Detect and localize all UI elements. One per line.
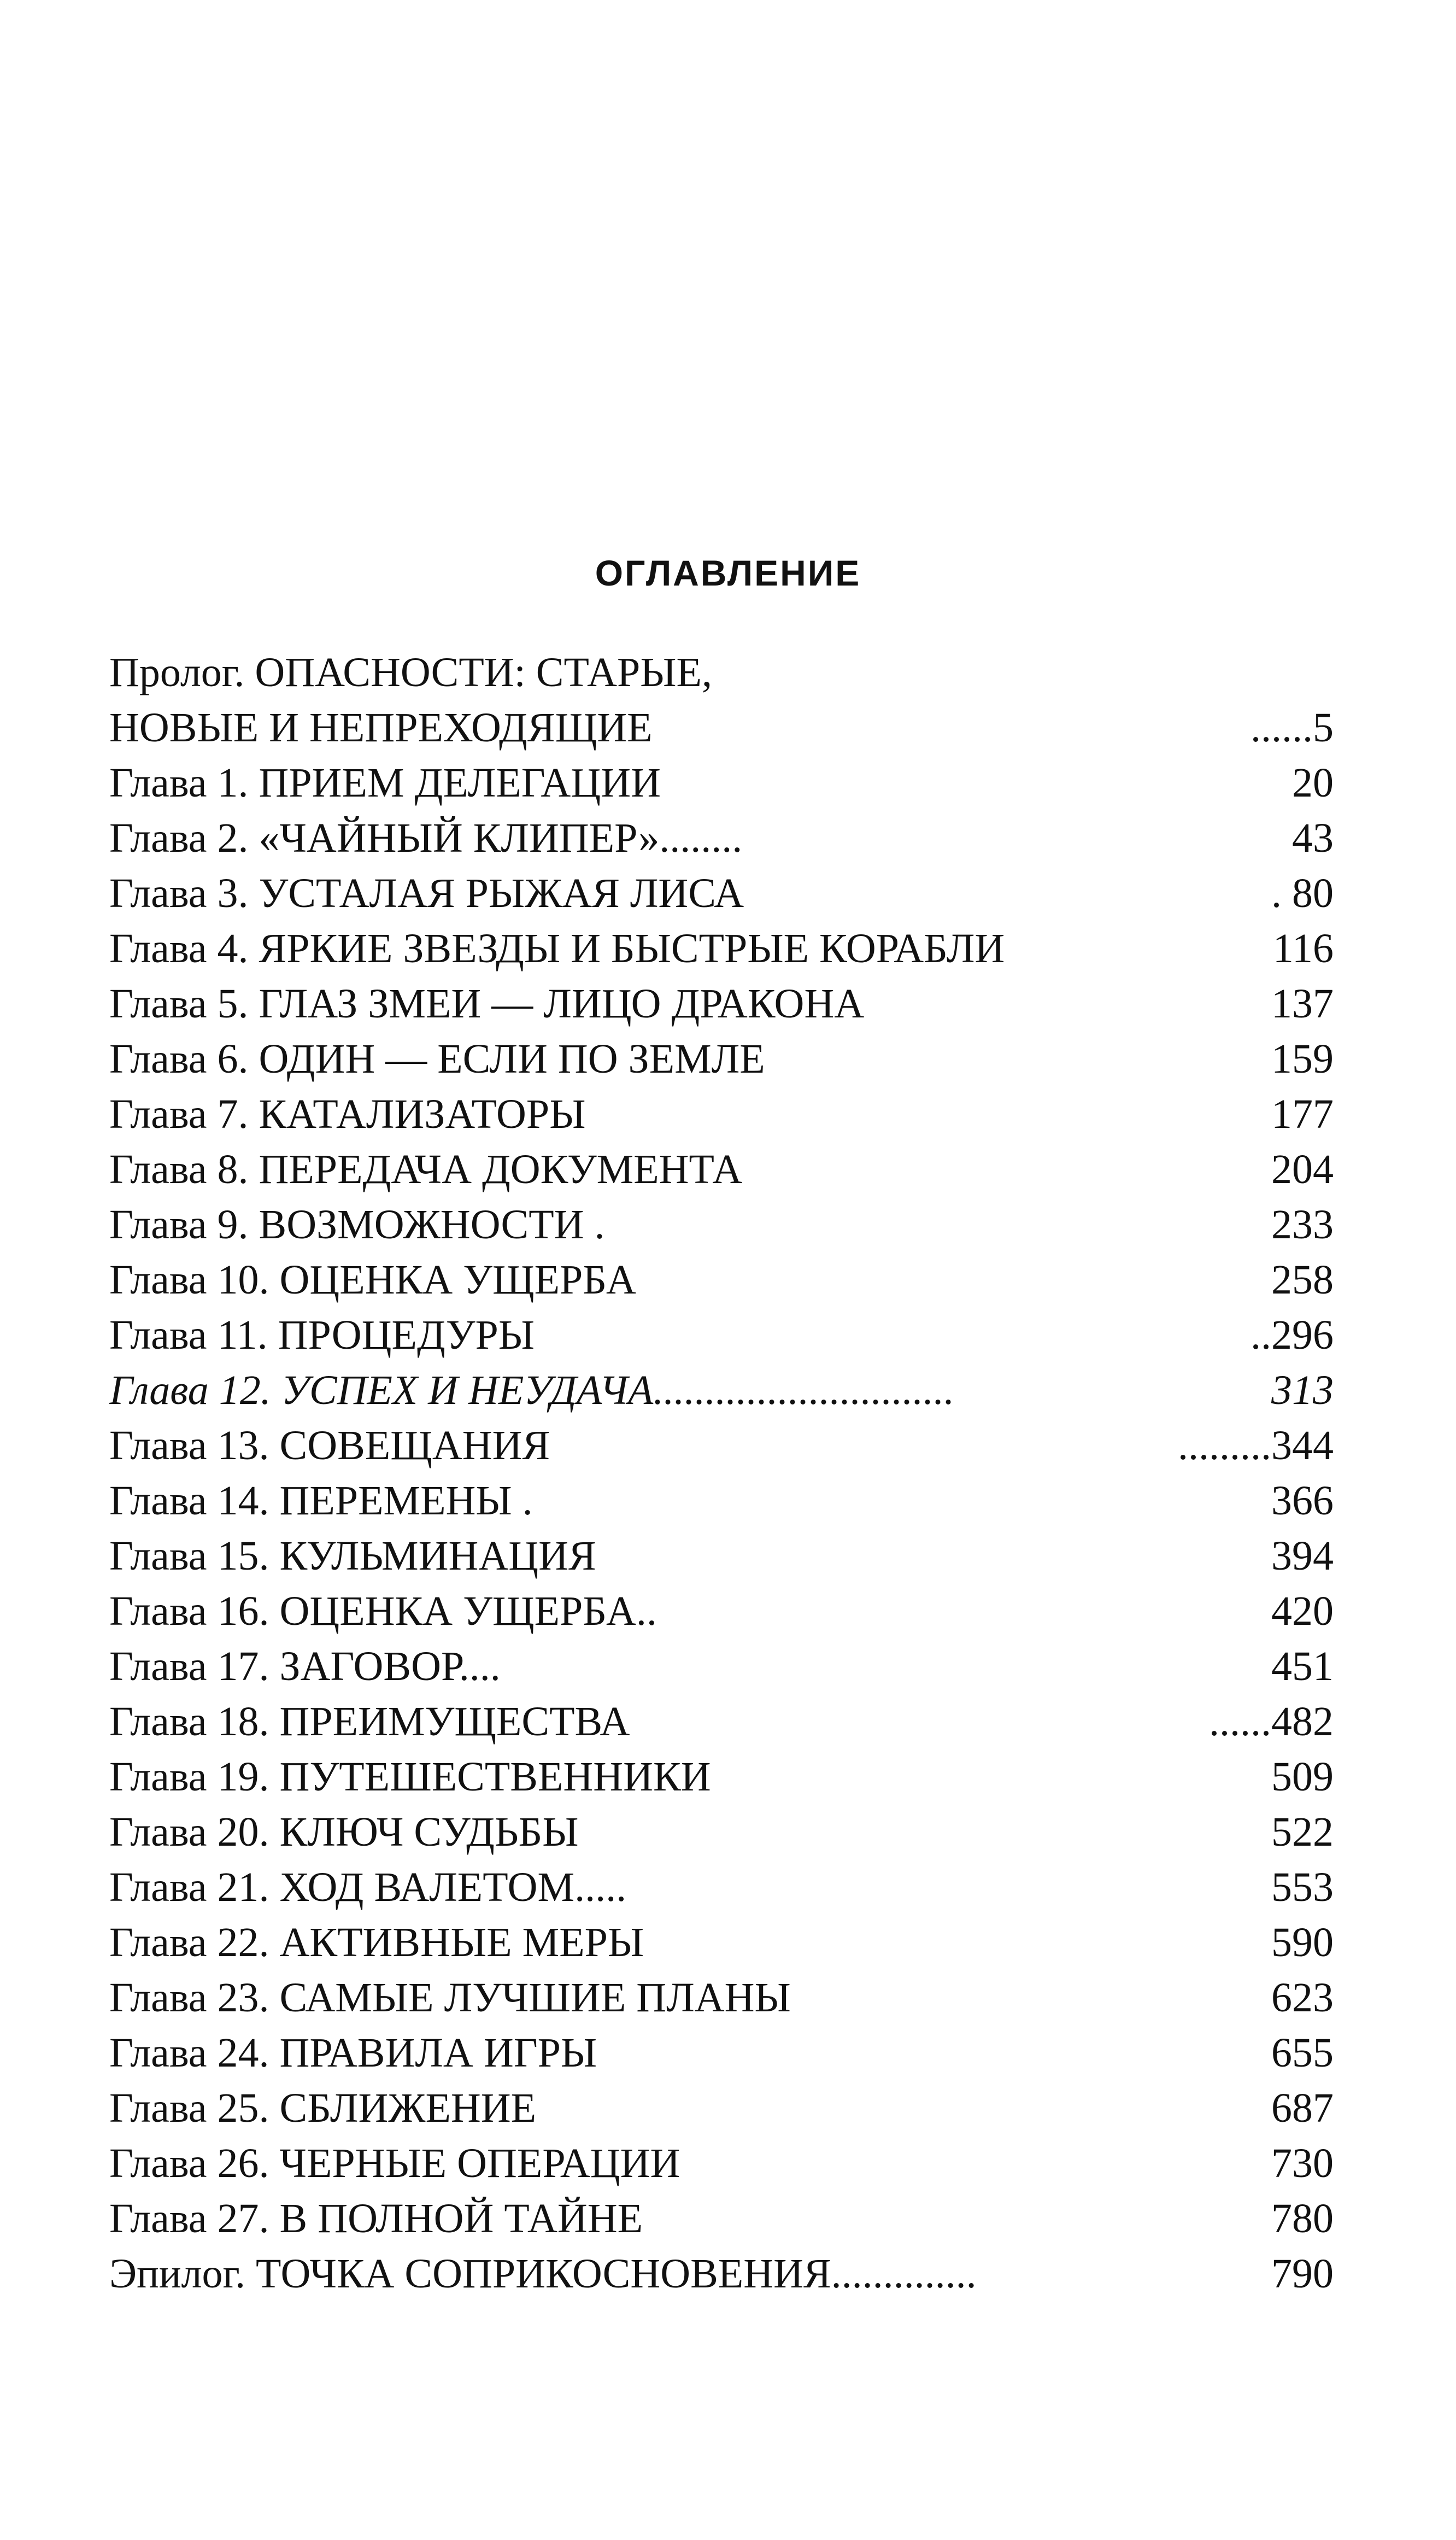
toc-entry-page: 159	[1271, 1036, 1334, 1082]
toc-entry-title: Глава 1. ПРИЕМ ДЕЛЕГАЦИИ	[109, 760, 661, 806]
toc-entry	[109, 811, 1334, 866]
toc-entry-title: Эпилог. ТОЧКА СОПРИКОСНОВЕНИЯ..............	[109, 2251, 977, 2297]
toc-entry	[109, 1860, 1334, 1915]
toc-entry	[109, 921, 1334, 976]
toc-entry-page: 43	[1292, 815, 1334, 861]
toc-entry-page: ......482	[1209, 1699, 1334, 1745]
toc-entry-page: 780	[1271, 2196, 1334, 2241]
toc-entry	[109, 1529, 1334, 1584]
toc-entry-page: 204	[1271, 1146, 1334, 1192]
toc-entry	[109, 1694, 1334, 1749]
toc-entry-page: 655	[1271, 2030, 1334, 2076]
toc-entry-title: Глава 4. ЯРКИЕ ЗВЕЗДЫ И БЫСТРЫЕ КОРАБЛИ	[109, 926, 1005, 971]
toc-entry-title: НОВЫЕ И НЕПРЕХОДЯЩИЕ	[109, 705, 653, 751]
toc-entry	[109, 2026, 1334, 2081]
toc-entry-title: Глава 8. ПЕРЕДАЧА ДОКУМЕНТА	[109, 1146, 743, 1192]
toc-entry-page: 590	[1271, 1919, 1334, 1965]
toc-entry-title: Глава 5. ГЛАЗ ЗМЕИ — ЛИЦО ДРАКОНА	[109, 981, 865, 1027]
page-title: ОГЛАВЛЕНИЕ	[595, 553, 861, 593]
toc-entry	[109, 866, 1334, 921]
toc-entry	[109, 1087, 1334, 1142]
toc-entry-title: Глава 27. В ПОЛНОЙ ТАЙНЕ	[109, 2196, 643, 2241]
toc-entry-page: 313	[1271, 1367, 1334, 1413]
toc-entry-title: Глава 26. ЧЕРНЫЕ ОПЕРАЦИИ	[109, 2140, 680, 2186]
toc-entry	[109, 1308, 1334, 1363]
toc-entry-title: Глава 23. САМЫЕ ЛУЧШИЕ ПЛАНЫ	[109, 1975, 791, 2021]
toc-entry-title: Глава 20. КЛЮЧ СУДЬБЫ	[109, 1809, 579, 1855]
toc-entry-page: 553	[1271, 1864, 1334, 1910]
toc-entry-page: 730	[1271, 2140, 1334, 2186]
toc-entry-page: 116	[1272, 926, 1334, 971]
toc-entry-page: 790	[1271, 2251, 1334, 2297]
toc-entry	[109, 1253, 1334, 1308]
toc-entry-title: Глава 14. ПЕРЕМЕНЫ .	[109, 1478, 533, 1524]
toc-entry	[109, 1970, 1334, 2026]
toc-entry-page: ..296	[1250, 1312, 1334, 1358]
toc-entry-title: Глава 17. ЗАГОВОР....	[109, 1643, 501, 1689]
toc-entry-title: Глава 15. КУЛЬМИНАЦИЯ	[109, 1533, 596, 1579]
toc-entry-title: Глава 16. ОЦЕНКА УЩЕРБА..	[109, 1588, 657, 1634]
toc-entry-page: 420	[1271, 1588, 1334, 1634]
toc-entry-title: Глава 7. КАТАЛИЗАТОРЫ	[109, 1091, 586, 1137]
toc-entry	[109, 756, 1334, 811]
toc-entry-title: Глава 21. ХОД ВАЛЕТОМ.....	[109, 1864, 627, 1910]
toc-entry-page: 451	[1271, 1643, 1334, 1689]
toc-entry	[109, 1915, 1334, 1970]
toc-entry	[109, 1584, 1334, 1639]
toc-entry-title: Глава 3. УСТАЛАЯ РЫЖАЯ ЛИСА	[109, 870, 744, 916]
toc-entry	[109, 2081, 1334, 2136]
toc-entry-page: 623	[1271, 1975, 1334, 2021]
toc-entry-title: Глава 24. ПРАВИЛА ИГРЫ	[109, 2030, 597, 2076]
toc-entry	[109, 1032, 1334, 1087]
toc-entry-title: Глава 2. «ЧАЙНЫЙ КЛИПЕР»........	[109, 815, 743, 861]
toc-entry	[109, 2246, 1334, 2302]
toc-entry	[109, 2191, 1334, 2246]
toc-entry	[109, 1142, 1334, 1197]
toc-entry-title: Глава 11. ПРОЦЕДУРЫ	[109, 1312, 535, 1358]
toc-entry	[109, 2136, 1334, 2191]
toc-entry-title: Пролог. ОПАСНОСТИ: СТАРЫЕ,	[109, 649, 712, 695]
toc-entry	[109, 976, 1334, 1032]
toc-entry-page: 258	[1271, 1257, 1334, 1303]
toc-entry-title: Глава 19. ПУТЕШЕСТВЕННИКИ	[109, 1754, 711, 1800]
toc-entry-page: 687	[1271, 2085, 1334, 2131]
toc-entry	[109, 1749, 1334, 1805]
toc-entry-page: 366	[1271, 1478, 1334, 1524]
toc-entry-title: Глава 25. СБЛИЖЕНИЕ	[109, 2085, 537, 2131]
toc-entry-page: 394	[1271, 1533, 1334, 1579]
toc-entry-page: 137	[1271, 981, 1334, 1027]
toc-entry	[109, 1418, 1334, 1473]
toc-entry	[109, 1639, 1334, 1694]
toc-entry	[109, 700, 1334, 756]
toc-entry-page: 177	[1271, 1091, 1334, 1137]
toc-entry	[109, 1805, 1334, 1860]
toc-entry	[109, 1473, 1334, 1529]
toc-entry-title: Глава 10. ОЦЕНКА УЩЕРБА	[109, 1257, 636, 1303]
table-of-contents	[109, 645, 1334, 2302]
toc-entry-title: Глава 13. СОВЕЩАНИЯ	[109, 1423, 550, 1468]
toc-entry-page: 522	[1271, 1809, 1334, 1855]
toc-entry-title: Глава 18. ПРЕИМУЩЕСТВА	[109, 1699, 630, 1745]
toc-entry-page: 509	[1271, 1754, 1334, 1800]
toc-entry-title: Глава 6. ОДИН — ЕСЛИ ПО ЗЕМЛЕ	[109, 1036, 765, 1082]
toc-entry-page: . 80	[1271, 870, 1334, 916]
toc-entry-title: Глава 12. УСПЕХ И НЕУДАЧА.............................	[109, 1367, 955, 1413]
toc-entry	[109, 1197, 1334, 1253]
toc-entry-page: .........344	[1178, 1423, 1334, 1468]
toc-entry-title: Глава 9. ВОЗМОЖНОСТИ .	[109, 1202, 605, 1248]
toc-entry	[109, 1363, 1334, 1418]
toc-entry-title: Глава 22. АКТИВНЫЕ МЕРЫ	[109, 1919, 644, 1965]
toc-entry-page: 20	[1292, 760, 1334, 806]
toc-entry-page: 233	[1271, 1202, 1334, 1248]
toc-entry	[109, 645, 1334, 700]
toc-entry-page: ......5	[1250, 705, 1334, 751]
